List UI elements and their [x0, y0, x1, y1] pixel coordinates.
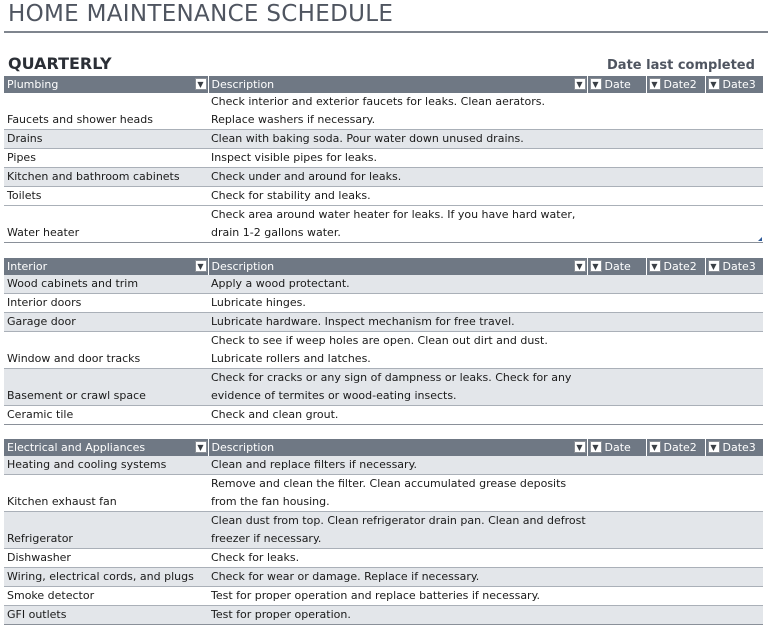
description-cell[interactable]: Check area around water heater for leaks. If you have hard water, drain 1-2 gallons water. [208, 206, 587, 243]
column-header-category[interactable] [4, 439, 208, 456]
item-cell[interactable]: Faucets and shower heads [4, 93, 208, 130]
date-cell[interactable] [587, 332, 646, 369]
column-header-description[interactable] [208, 76, 587, 93]
filter-dropdown-icon[interactable]: ▼ [574, 441, 586, 453]
date2-cell[interactable] [646, 149, 705, 168]
column-header-description[interactable] [208, 439, 587, 456]
column-header-label: Date [604, 260, 631, 273]
description-cell[interactable]: Check for leaks. [208, 549, 587, 568]
description-cell[interactable]: Clean with baking soda. Pour water down unused drains. [208, 130, 587, 149]
column-header-label: Date3 [722, 78, 756, 91]
column-header-label: Plumbing [7, 78, 59, 91]
date-cell[interactable] [587, 587, 646, 606]
table-header-row [4, 258, 763, 275]
item-cell[interactable]: Wood cabinets and trim [4, 275, 208, 294]
description-cell[interactable]: Lubricate hinges. [208, 294, 587, 313]
item-cell[interactable]: Garage door [4, 313, 208, 332]
date-cell[interactable] [587, 130, 646, 149]
table-row [4, 168, 763, 187]
date3-cell[interactable] [705, 168, 763, 187]
description-cell[interactable]: Check to see if weep holes are open. Clean out dirt and dust. Lubricate rollers and latches. [208, 332, 587, 369]
description-cell[interactable]: Clean dust from top. Clean refrigerator drain pan. Clean and defrost freezer if necessary. [208, 512, 587, 549]
date-cell[interactable] [587, 313, 646, 332]
date3-cell[interactable] [705, 332, 763, 369]
date2-cell[interactable] [646, 130, 705, 149]
electrical-appliances-table [4, 439, 763, 625]
table-row [4, 587, 763, 606]
date2-cell[interactable] [646, 456, 705, 475]
date3-cell[interactable] [705, 549, 763, 568]
description-cell[interactable]: Check for stability and leaks. [208, 187, 587, 206]
column-header-description[interactable] [208, 258, 587, 275]
date-cell[interactable] [587, 456, 646, 475]
item-cell[interactable]: Refrigerator [4, 512, 208, 549]
column-header-label: Interior [7, 260, 48, 273]
item-cell[interactable]: Smoke detector [4, 587, 208, 606]
table-row [4, 149, 763, 168]
date-cell[interactable] [587, 568, 646, 587]
filter-dropdown-icon[interactable]: ▼ [649, 78, 661, 90]
description-cell[interactable]: Clean and replace filters if necessary. [208, 456, 587, 475]
date-cell[interactable] [587, 549, 646, 568]
item-cell[interactable]: Basement or crawl space [4, 369, 208, 406]
column-header-label: Description [211, 441, 275, 454]
table-row [4, 332, 763, 369]
filter-dropdown-icon[interactable]: ▼ [649, 260, 661, 272]
item-cell[interactable]: Kitchen and bathroom cabinets [4, 168, 208, 187]
date2-cell[interactable] [646, 93, 705, 130]
description-cell[interactable]: Check interior and exterior faucets for leaks. Clean aerators. Replace washers if necessary. [208, 93, 587, 130]
filter-dropdown-icon[interactable]: ▼ [195, 78, 207, 90]
column-header-date[interactable] [587, 439, 646, 456]
date2-cell[interactable] [646, 206, 705, 243]
date2-cell[interactable] [646, 549, 705, 568]
title-divider [4, 31, 768, 33]
item-cell[interactable]: Interior doors [4, 294, 208, 313]
column-header-label: Date3 [722, 260, 756, 273]
column-header-label: Date [604, 441, 631, 454]
table-row [4, 406, 763, 425]
date2-cell[interactable] [646, 332, 705, 369]
date3-cell[interactable] [705, 512, 763, 549]
column-header-label: Electrical and Appliances [7, 441, 146, 454]
item-cell[interactable]: Heating and cooling systems [4, 456, 208, 475]
table-row [4, 275, 763, 294]
table-header-row [4, 76, 763, 93]
column-header-date2[interactable] [646, 439, 705, 456]
item-cell[interactable]: Ceramic tile [4, 406, 208, 425]
description-cell[interactable]: Lubricate hardware. Inspect mechanism for free travel. [208, 313, 587, 332]
date3-cell[interactable] [705, 149, 763, 168]
table-header-row [4, 439, 763, 456]
column-header-category[interactable] [4, 76, 208, 93]
column-header-label: Date3 [722, 441, 756, 454]
date-cell[interactable] [587, 275, 646, 294]
date3-cell[interactable] [705, 568, 763, 587]
table-row [4, 93, 763, 130]
page-title: HOME MAINTENANCE SCHEDULE [8, 1, 394, 27]
column-header-label: Date2 [663, 441, 697, 454]
date-cell[interactable] [587, 512, 646, 549]
filter-dropdown-icon[interactable]: ▼ [195, 441, 207, 453]
date2-cell[interactable] [646, 168, 705, 187]
description-cell[interactable]: Check for wear or damage. Replace if necessary. [208, 568, 587, 587]
date-cell[interactable] [587, 168, 646, 187]
item-cell[interactable]: GFI outlets [4, 606, 208, 625]
date3-cell[interactable] [705, 475, 763, 512]
date-cell[interactable] [587, 406, 646, 425]
item-cell[interactable]: Wiring, electrical cords, and plugs [4, 568, 208, 587]
date3-cell[interactable] [705, 369, 763, 406]
date-cell[interactable] [587, 149, 646, 168]
item-cell[interactable]: Dishwasher [4, 549, 208, 568]
date3-cell[interactable] [705, 93, 763, 130]
date3-cell[interactable] [705, 294, 763, 313]
table-row [4, 456, 763, 475]
item-cell[interactable]: Pipes [4, 149, 208, 168]
table-row [4, 313, 763, 332]
column-header-date[interactable] [587, 258, 646, 275]
column-header-label: Description [211, 78, 275, 91]
date2-cell[interactable] [646, 369, 705, 406]
date3-cell[interactable] [705, 130, 763, 149]
description-cell[interactable]: Inspect visible pipes for leaks. [208, 149, 587, 168]
item-cell[interactable]: Water heater [4, 206, 208, 243]
date3-cell[interactable] [705, 187, 763, 206]
column-header-date2[interactable] [646, 76, 705, 93]
description-cell[interactable]: Check and clean grout. [208, 406, 587, 425]
interior-table [4, 258, 763, 425]
description-cell[interactable]: Remove and clean the filter. Clean accumulated grease deposits from the fan housing. [208, 475, 587, 512]
date2-cell[interactable] [646, 294, 705, 313]
date3-cell[interactable] [705, 456, 763, 475]
date3-cell[interactable] [705, 313, 763, 332]
table-row [4, 294, 763, 313]
table-row [4, 568, 763, 587]
date-cell[interactable] [587, 475, 646, 512]
date2-cell[interactable] [646, 313, 705, 332]
description-cell[interactable]: Apply a wood protectant. [208, 275, 587, 294]
table-row [4, 475, 763, 512]
date3-cell[interactable] [705, 406, 763, 425]
filter-dropdown-icon[interactable]: ▼ [574, 78, 586, 90]
item-cell[interactable]: Toilets [4, 187, 208, 206]
date-cell[interactable] [587, 206, 646, 243]
column-header-date3[interactable] [705, 439, 763, 456]
item-cell[interactable]: Window and door tracks [4, 332, 208, 369]
column-header-date2[interactable] [646, 258, 705, 275]
filter-dropdown-icon[interactable]: ▼ [649, 441, 661, 453]
filter-dropdown-icon[interactable]: ▼ [574, 260, 586, 272]
filter-dropdown-icon[interactable]: ▼ [590, 260, 602, 272]
plumbing-table [4, 76, 763, 243]
column-header-label: Date [604, 78, 631, 91]
table-row [4, 187, 763, 206]
table-row [4, 206, 763, 243]
date2-cell[interactable] [646, 406, 705, 425]
column-header-category[interactable] [4, 258, 208, 275]
table-row [4, 512, 763, 549]
date2-cell[interactable] [646, 568, 705, 587]
filter-dropdown-icon[interactable]: ▼ [708, 441, 720, 453]
column-header-label: Description [211, 260, 275, 273]
filter-dropdown-icon[interactable]: ▼ [195, 260, 207, 272]
date-cell[interactable] [587, 369, 646, 406]
column-header-date[interactable] [587, 76, 646, 93]
filter-dropdown-icon[interactable]: ▼ [708, 260, 720, 272]
date-cell[interactable] [587, 294, 646, 313]
date-cell[interactable] [587, 606, 646, 625]
description-cell[interactable]: Test for proper operation. [208, 606, 587, 625]
filter-dropdown-icon[interactable]: ▼ [708, 78, 720, 90]
column-header-label: Date2 [663, 260, 697, 273]
filter-dropdown-icon[interactable]: ▼ [590, 441, 602, 453]
date-cell[interactable] [587, 187, 646, 206]
frequency-heading: QUARTERLY [8, 54, 112, 73]
date2-cell[interactable] [646, 587, 705, 606]
table-resize-handle-icon[interactable] [758, 237, 762, 241]
item-cell[interactable]: Kitchen exhaust fan [4, 475, 208, 512]
date3-cell[interactable] [705, 587, 763, 606]
description-cell[interactable]: Check under and around for leaks. [208, 168, 587, 187]
date-cell[interactable] [587, 93, 646, 130]
date2-cell[interactable] [646, 606, 705, 625]
date2-cell[interactable] [646, 475, 705, 512]
date3-cell[interactable] [705, 275, 763, 294]
item-cell[interactable]: Drains [4, 130, 208, 149]
description-cell[interactable]: Check for cracks or any sign of dampness or leaks. Check for any evidence of termites or wood-eating insects. [208, 369, 587, 406]
table-row [4, 606, 763, 625]
column-header-date3[interactable] [705, 258, 763, 275]
date2-cell[interactable] [646, 275, 705, 294]
column-header-label: Date2 [663, 78, 697, 91]
description-cell[interactable]: Test for proper operation and replace batteries if necessary. [208, 587, 587, 606]
date2-cell[interactable] [646, 512, 705, 549]
date2-cell[interactable] [646, 187, 705, 206]
date-last-completed-label: Date last completed [607, 58, 755, 73]
date3-cell[interactable] [705, 206, 763, 243]
table-row [4, 130, 763, 149]
date3-cell[interactable] [705, 606, 763, 625]
table-row [4, 369, 763, 406]
table-row [4, 549, 763, 568]
filter-dropdown-icon[interactable]: ▼ [590, 78, 602, 90]
column-header-date3[interactable] [705, 76, 763, 93]
